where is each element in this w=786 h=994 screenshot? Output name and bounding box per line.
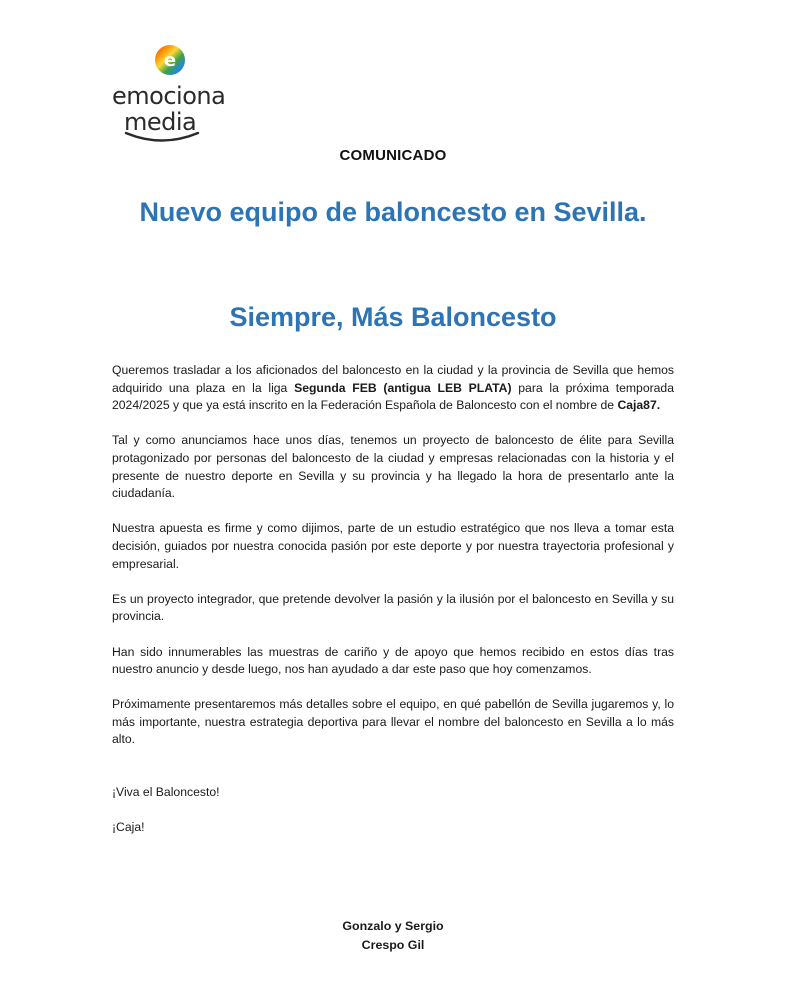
paragraph-3: Nuestra apuesta es firme y como dijimos, parte de un estudio estratégico que nos lleva a tomar esta decisión, guiados por nuestra conocida pasión por este deporte y por nuestra trayectoria profesional y empresarial. [112, 521, 674, 571]
paragraph-2: Tal y como anunciamos hace unos días, tenemos un proyecto de baloncesto de élite para Sevilla protagonizado por personas del baloncesto de la ciudad y empresas relacionadas con la historia y el presente de nuestro deporte en Sevilla y su provincia y ha llegado la hora de presentarlo ante la ciudadanía. [112, 433, 674, 501]
press-release-body [112, 362, 674, 855]
team-name: Caja87. [617, 398, 661, 413]
main-title: Nuevo equipo de baloncesto en Sevilla. [139, 197, 647, 227]
signature-line-2: Crespo Gil [361, 938, 425, 952]
cheer-line-2: ¡Caja! [112, 820, 145, 835]
paragraph-5: Han sido innumerables las muestras de cariño y de apoyo que hemos recibido en estos días tras nuestro anuncio y desde luego, nos han ayudado a dar este paso que hoy comenzamos. [112, 644, 674, 677]
document-label: COMUNICADO [339, 147, 447, 164]
signature-line-1: Gonzalo y Sergio [342, 919, 444, 933]
spacer [112, 767, 674, 785]
logo-mark-icon [154, 44, 186, 76]
logo-smile-icon [122, 130, 202, 144]
svg-text:e: e [163, 50, 177, 71]
subtitle: Siempre, Más Baloncesto [229, 302, 557, 332]
league-name: Segunda FEB (antigua LEB PLATA) [294, 380, 512, 395]
logo-word-media: media [124, 108, 197, 136]
paragraph-1: Queremos trasladar a los aficionados del baloncesto en la ciudad y la provincia de Sevilla que hemos adquirido una plaza en la liga Segunda FEB (antigua LEB PLATA) para la próxima temporada 2024/2025 y que ya está inscrito en la Federación Española de Baloncesto con el nombre de Caja87. [112, 363, 674, 413]
signature [0, 917, 786, 955]
logo-word-emociona: emociona [112, 82, 226, 110]
emociona-media-logo [108, 44, 238, 148]
paragraph-6: Próximamente presentaremos más detalles sobre el equipo, en qué pabellón de Sevilla jugaremos y, lo más importante, nuestra estrategia deportiva para llevar el nombre del baloncesto en Sevilla a lo más alto. [112, 697, 674, 747]
paragraph-4: Es un proyecto integrador, que pretende devolver la pasión y la ilusión por el baloncesto en Sevilla y su provincia. [112, 591, 674, 624]
cheer-line-1: ¡Viva el Baloncesto! [112, 785, 220, 800]
